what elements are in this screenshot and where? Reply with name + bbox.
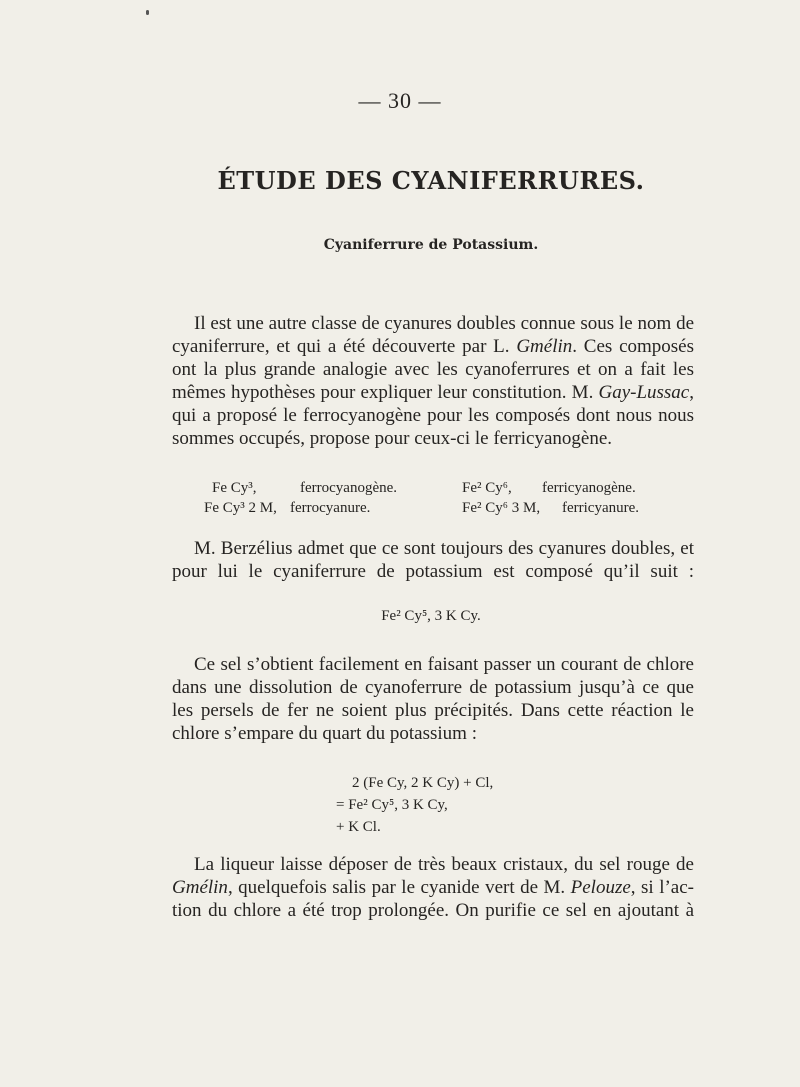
text-line: pour lui le cyaniferrure de potassium est composé qu’il suit : [172, 561, 694, 582]
text-line [172, 876, 694, 899]
section-subtitle: Cyaniferrure de Potassium. [323, 237, 539, 253]
text-line: M. Berzélius admet que ce sont toujours des cyanures doubles, et [194, 538, 694, 559]
text-line-part: , quelquefois salis par le cyanide vert de M. [227, 877, 571, 898]
paragraph-crystals [172, 853, 694, 922]
text-line [172, 381, 694, 404]
text-line: qui a proposé le ferrocyanogène pour les composés dont nous nous [172, 405, 694, 426]
formula-cell: Fe² Cy⁶ 3 M, [462, 500, 541, 516]
text-line: les persels de fer ne soient plus précipités. Dans cette réaction le [172, 700, 694, 721]
formula-berzelius: Fe² Cy⁵, 3 K Cy. [381, 608, 481, 624]
text-line-part: cyaniferrure, et qui a été découverte par L. [172, 336, 517, 357]
text-line: ont la plus grande analogie avec les cyanoferrures et on a fait les [172, 359, 694, 380]
text-line-part: , si l’ac- [630, 877, 694, 898]
formula-cell: ferricyanure. [562, 500, 640, 516]
author-name: Gmélin [172, 877, 228, 898]
formula-cell: ferrocyanure. [290, 500, 371, 516]
text-line [172, 335, 694, 358]
text-line: tion du chlore a été trop prolongée. On purifie ce sel en ajoutant à [172, 900, 694, 921]
chapter-title: ÉTUDE DES CYANIFERRURES. [217, 166, 645, 195]
ink-speck [146, 10, 149, 15]
text-line: Il est une autre classe de cyanures doubles connue sous le nom de [194, 313, 694, 334]
formula-row [204, 498, 692, 518]
text-line: chlore s’empare du quart du potassium : [172, 723, 477, 744]
formula-cell: Fe Cy³, [212, 480, 257, 496]
text-line: sommes occupés, propose pour ceux-ci le ferricyanogène. [172, 428, 612, 449]
author-name: Gmélin [516, 336, 573, 357]
equation-line: + K Cl. [336, 819, 381, 835]
text-line-part: mêmes hypothèses pour expliquer leur constitution. M. [172, 382, 599, 403]
paragraph-intro [172, 312, 694, 450]
reaction-equation [336, 772, 596, 838]
formula-table [204, 478, 692, 518]
page-number: — 30 — [358, 88, 442, 113]
text-line: La liqueur laisse déposer de très beaux cristaux, du sel rouge de [194, 854, 694, 875]
text-line: Ce sel s’obtient facilement en faisant passer un courant de chlore [194, 654, 694, 675]
text-line-part: , [689, 382, 694, 403]
formula-cell: ferricyanogène. [542, 480, 636, 496]
author-name: Gay-Lussac [598, 382, 690, 403]
text-line: dans une dissolution de cyanoferrure de potassium jusqu’à ce que [172, 677, 694, 698]
paragraph-preparation [172, 653, 694, 745]
equation-line: 2 (Fe Cy, 2 K Cy) + Cl, [352, 775, 494, 791]
paragraph-berzelius [172, 537, 694, 583]
text-line-part: . Ces composés [572, 336, 695, 357]
formula-cell: ferrocyanogène. [300, 480, 398, 496]
author-name: Pelouze [570, 877, 631, 898]
formula-row [212, 478, 692, 498]
formula-cell: Fe² Cy⁶, [462, 480, 512, 496]
formula-cell: Fe Cy³ 2 M, [204, 500, 277, 516]
equation-line: = Fe² Cy⁵, 3 K Cy, [336, 797, 448, 813]
